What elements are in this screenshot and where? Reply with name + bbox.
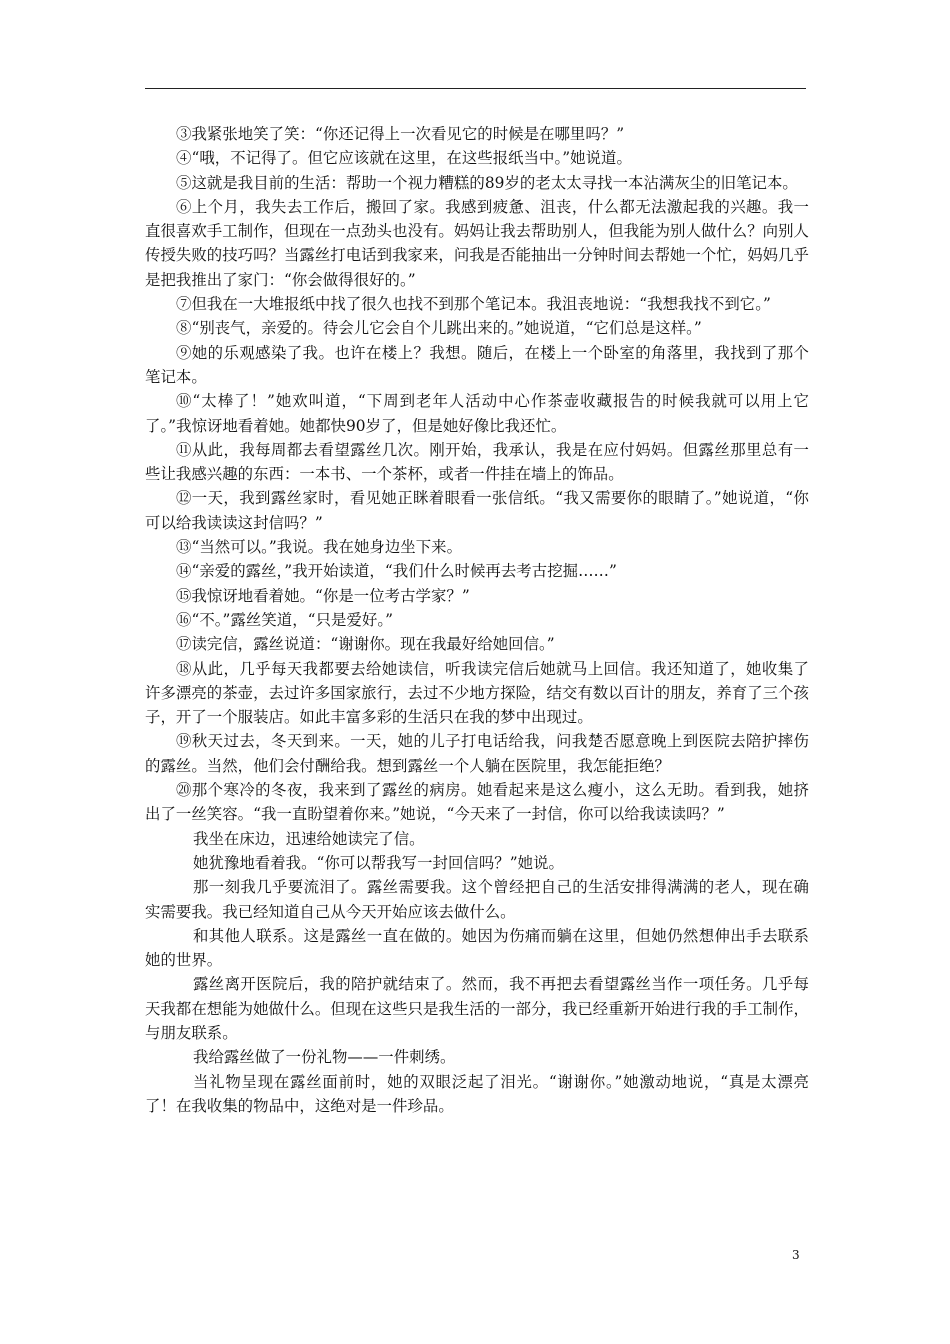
paragraph: ⑥上个月，我失去工作后，搬回了家。我感到疲惫、沮丧，什么都无法激起我的兴趣。我一直很喜欢手工制作，但现在一点劲头也没有。妈妈让我去帮助别人，但我能为别人做什么？向别人传授失败的技巧吗？当露丝打电话到我家来，问我是否能抽出一分钟时间去帮她一个忙，妈妈几乎是把我推出了家门：“你会做得很好的。” — [145, 197, 809, 289]
paragraph: ③我紧张地笑了笑：“你还记得上一次看见它的时候是在哪里吗？” — [176, 125, 625, 143]
paragraph: 和其他人联系。这是露丝一直在做的。她因为伤痛而躺在这里，但她仍然想伸出手去联系她的世界。 — [145, 926, 809, 970]
paragraph: 我给露丝做了一份礼物——一件刺绣。 — [193, 1048, 456, 1067]
paragraph: ⑲秋天过去，冬天到来。一天，她的儿子打电话给我，问我楚否愿意晚上到医院去陪护摔伤的露丝。当然，他们会付酬给我。想到露丝一个人躺在医院里，我怎能拒绝？ — [145, 732, 809, 775]
paragraph: 露丝离开医院后，我的陪护就结束了。然而，我不再把去看望露丝当作一项任务。几乎每天我都在想能为她做什么。但现在这些只是我生活的一部分，我已经重新开始进行我的手工制作，与朋友联系。 — [145, 975, 809, 1042]
page-number: 3 — [792, 1248, 800, 1262]
paragraph: 那一刻我几乎要流泪了。露丝需要我。这个曾经把自己的生活安排得满满的老人，现在确实需要我。我已经知道自己从今天开始应该去做什么。 — [145, 878, 809, 921]
paragraph: ⑩“太棒了！”她欢叫道，“下周到老年人活动中心作茶壶收藏报告的时候我就可以用上它了。”我惊讶地看着她。她都快90岁了，但是她好像比我还忙。 — [145, 392, 809, 435]
paragraph: ⑤这就是我目前的生活：帮助一个视力糟糕的89岁的老太太寻找一本沾满灰尘的旧笔记本。 — [176, 173, 798, 192]
header-rule — [145, 88, 806, 89]
paragraph: ⑭“亲爱的露丝，”我开始读道，“我们什么时候再去考古挖掘……” — [176, 562, 617, 581]
paragraph: ⑪从此，我每周都去看望露丝几次。刚开始，我承认，我是在应付妈妈。但露丝那里总有一些让我感兴趣的东西：一本书、一个茶杯，或者一件挂在墙上的饰品。 — [145, 440, 809, 484]
paragraph: ⑦但我在一大堆报纸中找了很久也找不到那个笔记本。我沮丧地说：“我想我找不到它。” — [176, 295, 771, 314]
paragraph: 她犹豫地看着我。“你可以帮我写一封回信吗？”她说。 — [193, 853, 564, 872]
paragraph: ④“哦，不记得了。但它应该就在这里，在这些报纸当中。”她说道。 — [176, 149, 632, 168]
paragraph: ⑧“别丧气，亲爱的。待会儿它会自个儿跳出来的。”她说道，“它们总是这样。” — [176, 319, 702, 338]
paragraph: ⑳那个寒冷的冬夜，我来到了露丝的病房。她看起来是这么瘦小，这么无助。看到我，她挤出了一丝笑容。“我一直盼望着你来。”她说，“今天来了一封信，你可以给我读读吗？” — [145, 781, 809, 824]
paragraph: 我坐在床边，迅速给她读完了信。 — [193, 829, 425, 848]
paragraph: 当礼物呈现在露丝面前时，她的双眼泛起了泪光。“谢谢你。”她激动地说，“真是太漂亮了！在我收集的物品中，这绝对是一件珍品。 — [145, 1072, 809, 1115]
paragraph: ⑮我惊讶地看着她。“你是一位考古学家？” — [176, 586, 470, 605]
paragraph: ⑬“当然可以。”我说。我在她身边坐下来。 — [176, 538, 463, 557]
paragraph: ⑱从此，几乎每天我都要去给她读信，听我读完信后她就马上回信。我还知道了，她收集了许多漂亮的茶壶，去过许多国家旅行，去过不少地方探险，结交有数以百计的朋友，养育了三个孩子，开了一个服装店。如此丰富多彩的生活只在我的梦中出现过。 — [145, 659, 809, 727]
paragraph: ⑫一天，我到露丝家时，看见她正眯着眼看一张信纸。“我又需要你的眼睛了。”她说道，“你可以给我读读这封信吗？” — [145, 489, 809, 532]
article-body — [145, 122, 809, 1118]
paragraph: ⑰读完信，露丝说道：“谢谢你。现在我最好给她回信。” — [176, 635, 555, 654]
paragraph: ⑨她的乐观感染了我。也许在楼上？我想。随后，在楼上一个卧室的角落里，我找到了那个笔记本。 — [145, 343, 809, 386]
paragraph: ⑯“不。”露丝笑道，“只是爱好。” — [176, 610, 394, 629]
